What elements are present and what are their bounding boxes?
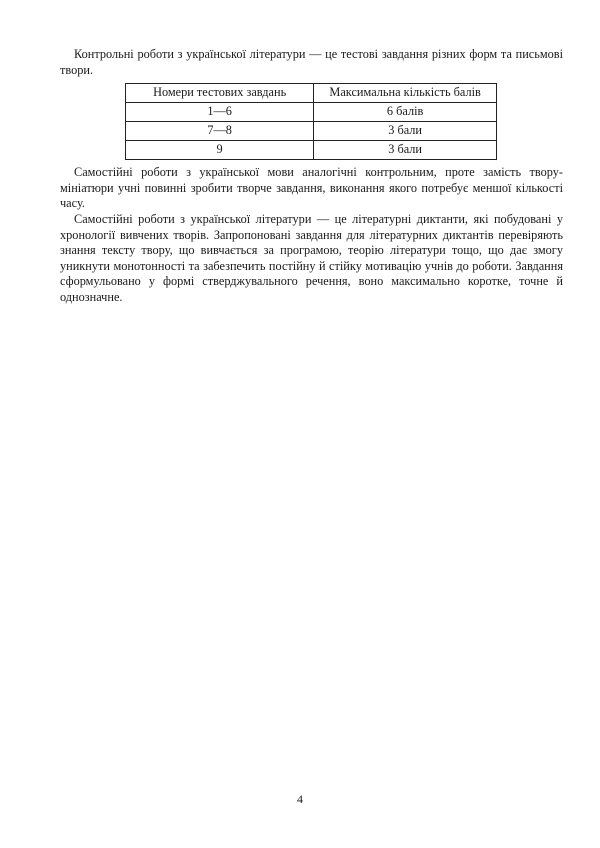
points-cell: 3 бали xyxy=(314,122,497,141)
task-range-cell: 1—6 xyxy=(126,103,314,122)
language-paragraph: Самостійні роботи з української мови аналогічні контрольним, проте замість твору-мініатюри учні повинні зробити творче завдання, виконання якого потребує меншої кількості часу. xyxy=(60,165,563,211)
page-body xyxy=(60,47,563,306)
header-task-numbers: Номери тестових завдань xyxy=(126,84,314,103)
points-cell: 6 балів xyxy=(314,103,497,122)
literature-paragraph: Самостійні роботи з української літератури — це літературні диктанти, які побудовані у хронології вивчених творів. Запропоновані завдання для літературних диктантів перевіряють знання тексту твору, що вивчається за програмою, теорію літератури тощо, що дає змогу уникнути монотонності та забезпечить постійну й стійку мотивацію учнів до роботи. Завдання сформульовано у формі стверджувального речення, воно максимально коротке, точне й однозначне. xyxy=(60,211,563,304)
task-range-cell: 9 xyxy=(126,141,314,160)
table-header-row xyxy=(126,84,497,103)
score-table xyxy=(125,83,497,160)
page-number: 4 xyxy=(297,792,303,806)
header-max-points: Максимальна кількість балів xyxy=(314,84,497,103)
points-cell: 3 бали xyxy=(314,141,497,160)
task-range-cell: 7—8 xyxy=(126,122,314,141)
intro-paragraph: Контрольні роботи з української літератури — це тестові завдання різних форм та письмові твори. xyxy=(60,47,563,77)
table-row xyxy=(126,141,497,160)
table-row xyxy=(126,103,497,122)
table-row xyxy=(126,122,497,141)
